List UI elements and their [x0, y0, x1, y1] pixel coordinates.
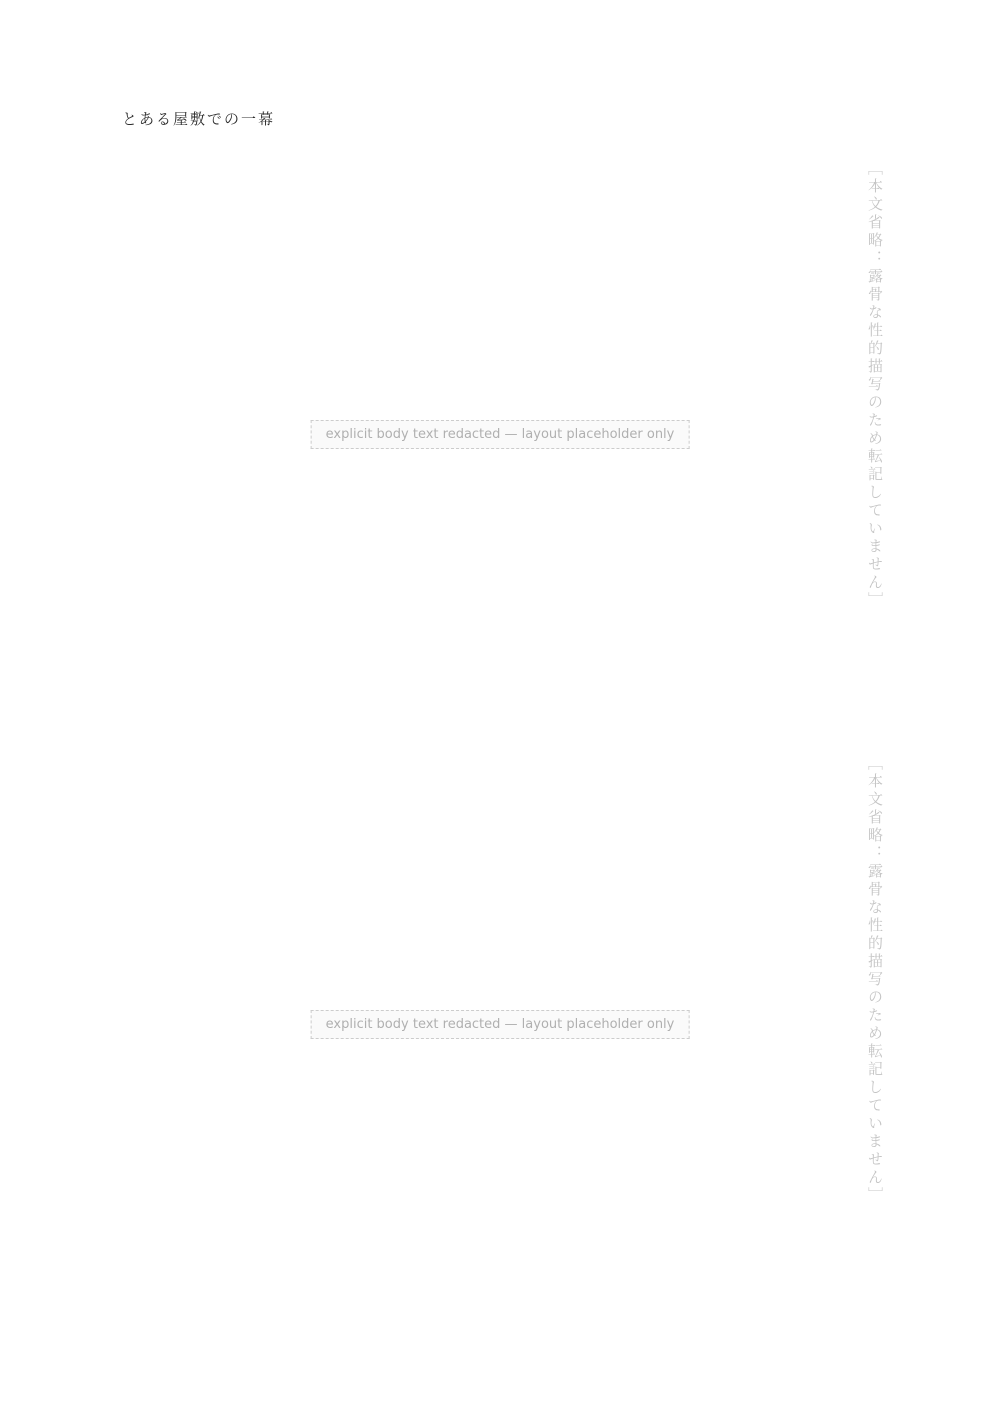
redaction-note: explicit body text redacted — layout placeholder only	[311, 420, 690, 449]
redacted-text-placeholder: ［本文省略：露骨な性的描写のため転記していません］	[866, 160, 884, 610]
redaction-note: explicit body text redacted — layout placeholder only	[311, 1010, 690, 1039]
redacted-text-placeholder: ［本文省略：露骨な性的描写のため転記していません］	[866, 755, 884, 1205]
page-caption: とある屋敷での一幕	[122, 110, 276, 128]
